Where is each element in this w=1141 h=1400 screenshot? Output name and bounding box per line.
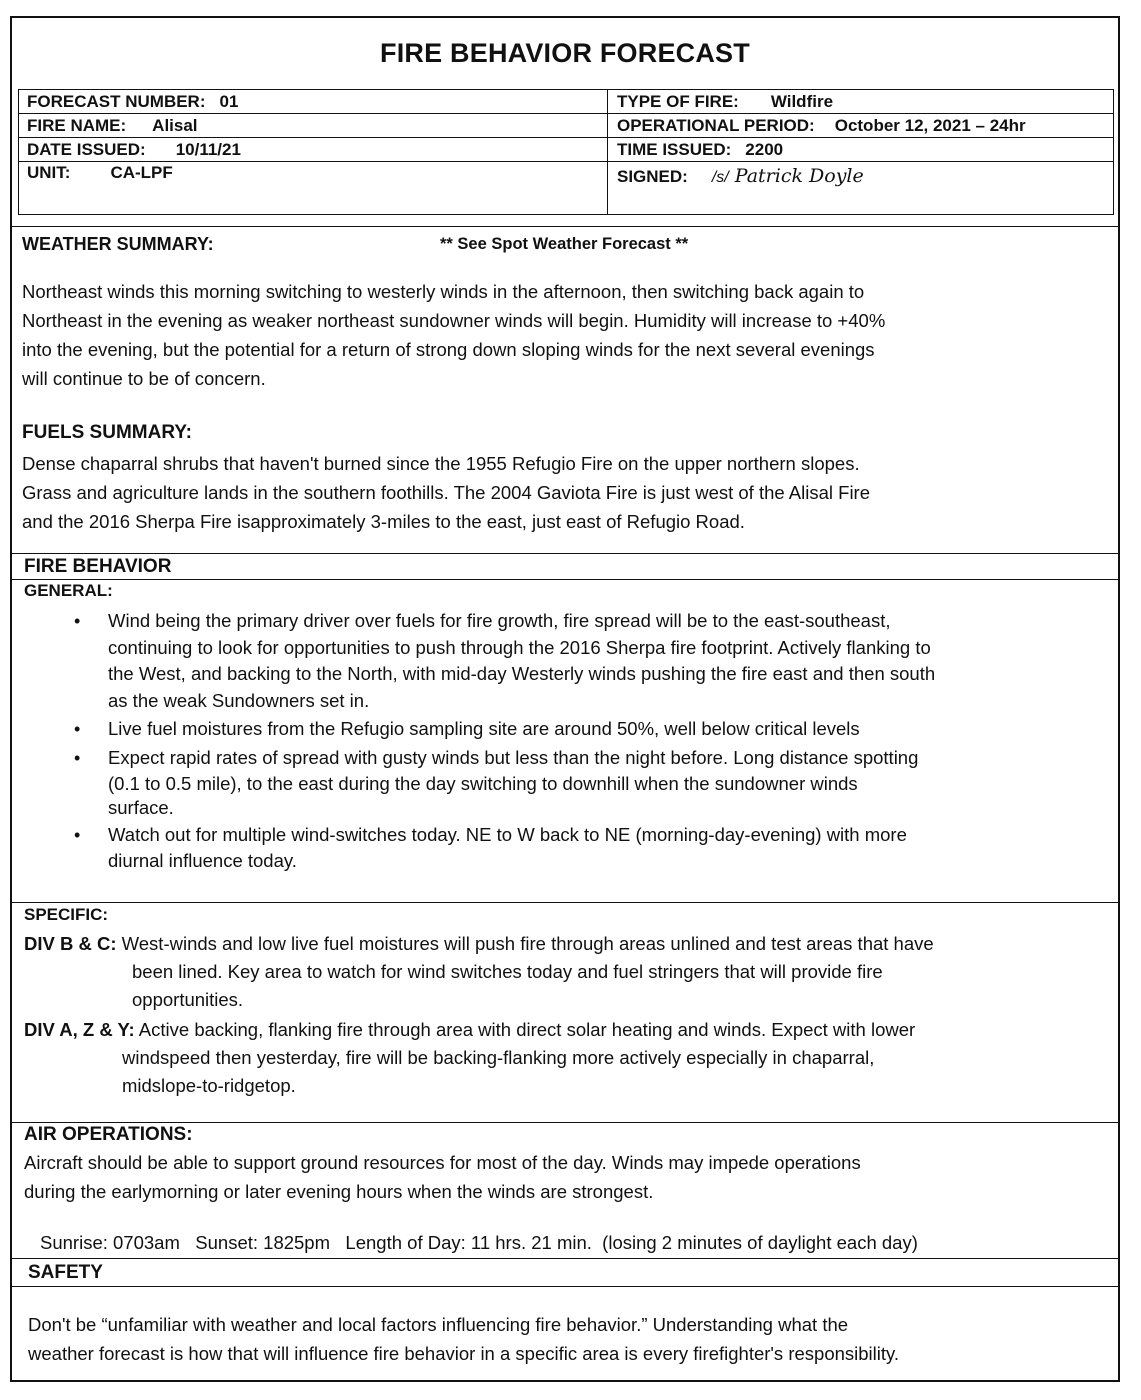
weather-line: will continue to be of concern. bbox=[22, 368, 266, 389]
weather-summary-heading: WEATHER SUMMARY: bbox=[22, 234, 214, 254]
fire-behavior-heading-line bbox=[12, 579, 1118, 580]
div-b-c-line: been lined. Key area to watch for wind switches today and fuel stringers that will provide fire bbox=[132, 961, 883, 982]
bullet-line: Wind being the primary driver over fuels for fire growth, fire spread will be to the east-southeast, bbox=[108, 610, 891, 631]
daylight-info: Sunrise: 0703am Sunset: 1825pm Length of Day: 11 hrs. 21 min. (losing 2 minutes of daylight each day) bbox=[40, 1232, 918, 1253]
date-issued-row bbox=[19, 138, 607, 162]
header-right-column bbox=[607, 90, 1113, 214]
forecast-document bbox=[10, 16, 1120, 1382]
bullet-line: Expect rapid rates of spread with gusty winds but less than the night before. Long distance spotting bbox=[108, 746, 919, 768]
unit-value: CA-LPF bbox=[110, 163, 173, 182]
bullet-line: Live fuel moistures from the Refugio sampling site are around 50%, well below critical levels bbox=[108, 718, 860, 739]
fire-behavior-top-line bbox=[12, 553, 1118, 554]
specific-heading: SPECIFIC: bbox=[24, 905, 109, 924]
bullet-line: continuing to look for opportunities to push through the 2016 Sherpa fire footprint. Actively flanking to bbox=[108, 636, 931, 658]
bullet-icon: • bbox=[74, 611, 81, 631]
bullet-icon: • bbox=[74, 824, 81, 845]
operational-period-label: OPERATIONAL PERIOD: bbox=[617, 116, 815, 135]
div-a-z-y-line: windspeed then yesterday, fire will be backing-flanking more actively especially in chaparral, bbox=[122, 1047, 875, 1068]
type-of-fire-row bbox=[607, 90, 1113, 114]
safety-line: Don't be “unfamiliar with weather and local factors influencing fire behavior.” Understanding what the bbox=[28, 1314, 849, 1335]
bullet-icon: • bbox=[74, 719, 81, 739]
weather-line: Northeast winds this morning switching to westerly winds in the afternoon, then switching back again to bbox=[22, 281, 865, 302]
time-issued-value: 2200 bbox=[745, 140, 784, 159]
date-issued-value: 10/11/21 bbox=[175, 140, 241, 159]
time-issued-label: TIME ISSUED: bbox=[617, 140, 732, 159]
div-a-z-y-line: Active backing, flanking fire through area with direct solar heating and winds. Expect with lower bbox=[138, 1019, 916, 1040]
fire-behavior-heading: FIRE BEHAVIOR bbox=[24, 556, 172, 577]
safety-text bbox=[28, 1310, 1118, 1368]
div-a-z-y-label: DIV A, Z & Y: bbox=[24, 1019, 135, 1040]
weather-line: Northeast in the evening as weaker northeast sundowner winds will begin. Humidity will increase to +40% bbox=[22, 310, 886, 331]
air-operations-heading: AIR OPERATIONS: bbox=[24, 1124, 193, 1145]
signature bbox=[712, 165, 864, 187]
forecast-number-row bbox=[19, 90, 607, 114]
fuels-summary-text bbox=[22, 449, 1112, 536]
signed-label: SIGNED: bbox=[617, 167, 688, 186]
time-issued-row bbox=[607, 138, 1113, 162]
header-table bbox=[18, 89, 1114, 215]
div-b-c-line: opportunities. bbox=[132, 989, 244, 1010]
list-item bbox=[12, 608, 1112, 714]
safety-line: weather forecast is how that will influence fire behavior in a specific area is every firefighter's responsibility. bbox=[28, 1343, 900, 1364]
div-a-z-y-line: midslope-to-ridgetop. bbox=[122, 1075, 296, 1096]
unit-label: UNIT: bbox=[27, 163, 71, 182]
div-b-c-line: West-winds and low live fuel moistures will push fire through areas unlined and test areas that have bbox=[121, 933, 934, 954]
signature-name: Patrick Doyle bbox=[734, 165, 864, 187]
type-of-fire-value: Wildfire bbox=[770, 92, 834, 111]
general-heading: GENERAL: bbox=[24, 581, 113, 600]
document-title: FIRE BEHAVIOR FORECAST bbox=[380, 38, 750, 68]
weather-summary-text bbox=[22, 277, 1112, 393]
fuels-line: Dense chaparral shrubs that haven't burned since the 1955 Refugio Fire on the upper northern slopes. bbox=[22, 453, 860, 474]
operational-period-row bbox=[607, 114, 1113, 138]
weather-fuels-section bbox=[12, 230, 1118, 556]
fire-name-value: Alisal bbox=[152, 116, 198, 135]
fire-name-row bbox=[19, 114, 607, 138]
header-left-column bbox=[19, 90, 608, 214]
forecast-number-label: FORECAST NUMBER: bbox=[27, 92, 206, 111]
separator-line bbox=[12, 226, 1118, 227]
fuels-summary-heading: FUELS SUMMARY: bbox=[22, 422, 192, 443]
air-ops-top-line bbox=[12, 1122, 1118, 1123]
signature-prefix: /s/ bbox=[711, 169, 729, 186]
unit-row bbox=[19, 162, 607, 192]
spot-forecast-note: ** See Spot Weather Forecast ** bbox=[440, 235, 689, 253]
safety-heading: SAFETY bbox=[28, 1262, 103, 1283]
fuels-line: and the 2016 Sherpa Fire isapproximately 3-miles to the east, just east of Refugio Road. bbox=[22, 511, 745, 532]
safety-top-line bbox=[12, 1258, 1118, 1259]
air-ops-line: Aircraft should be able to support ground resources for most of the day. Winds may impede operations bbox=[24, 1152, 861, 1173]
bullet-line: (0.1 to 0.5 mile), to the east during the day switching to downhill when the sundowner winds bbox=[108, 773, 858, 794]
list-item bbox=[12, 822, 1112, 875]
air-operations-text bbox=[24, 1148, 1114, 1206]
forecast-number-value: 01 bbox=[219, 92, 239, 111]
weather-line: into the evening, but the potential for a return of strong down sloping winds for the next several evenings bbox=[22, 339, 875, 360]
fire-name-label: FIRE NAME: bbox=[27, 116, 127, 135]
signed-row bbox=[607, 162, 1113, 192]
specific-top-line bbox=[12, 902, 1118, 903]
bullet-line: Watch out for multiple wind-switches today. NE to W back to NE (morning-day-evening) with more bbox=[108, 823, 907, 845]
date-issued-label: DATE ISSUED: bbox=[27, 140, 146, 159]
div-b-c-block bbox=[24, 930, 1114, 1014]
bullet-line: as the weak Sundowners set in. bbox=[108, 689, 370, 711]
bullet-icon: • bbox=[74, 747, 81, 768]
div-b-c-label: DIV B & C: bbox=[24, 933, 117, 954]
bullet-line: surface. bbox=[108, 796, 174, 818]
fuels-line: Grass and agriculture lands in the southern foothills. The 2004 Gaviota Fire is just west of the Alisal Fire bbox=[22, 482, 871, 503]
div-a-z-y-block bbox=[24, 1016, 1114, 1100]
operational-period-value: October 12, 2021 – 24hr bbox=[834, 116, 1026, 135]
general-bullets bbox=[12, 608, 1112, 877]
list-item bbox=[12, 716, 1112, 743]
safety-heading-line bbox=[12, 1286, 1118, 1287]
list-item bbox=[12, 745, 1112, 818]
bullet-line: diurnal influence today. bbox=[108, 850, 297, 871]
bullet-line: the West, and backing to the North, with mid-day Westerly winds pushing the fire east and then south bbox=[108, 663, 936, 684]
air-ops-line: during the earlymorning or later evening hours when the winds are strongest. bbox=[24, 1181, 654, 1202]
type-of-fire-label: TYPE OF FIRE: bbox=[617, 92, 739, 111]
